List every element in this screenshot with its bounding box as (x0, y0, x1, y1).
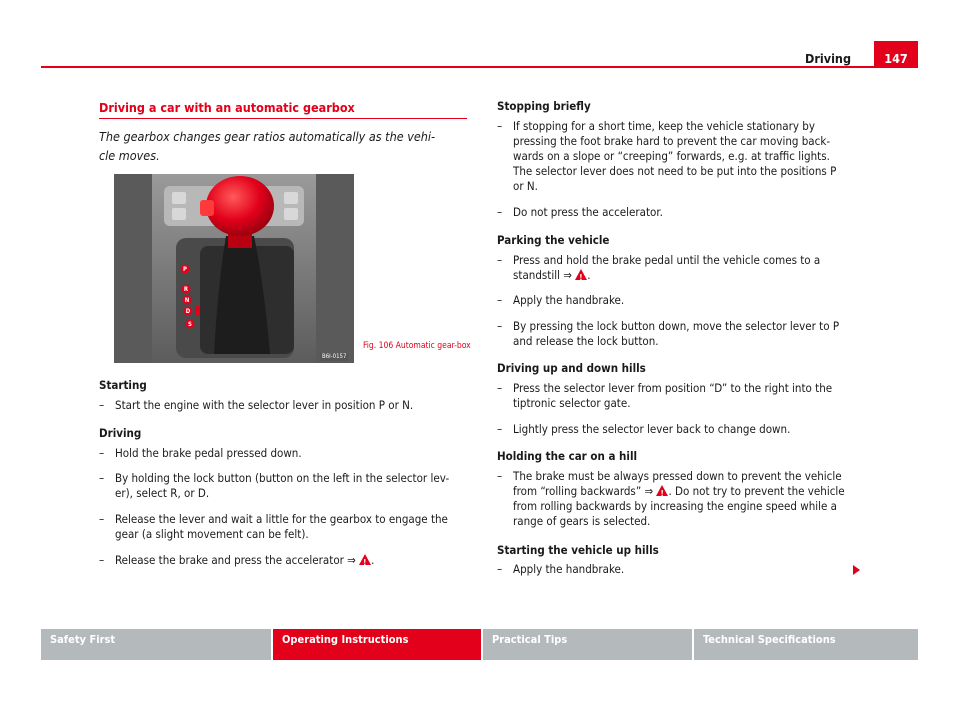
list-item-text: By holding the lock button (button on the left in the selector lev- (115, 471, 450, 485)
list-item-text: By pressing the lock button down, move the selector lever to P (513, 319, 840, 333)
heading-holding: Holding the car on a hill (497, 449, 638, 463)
bullet-dash: – (497, 562, 503, 576)
list-item: – Press and hold the brake pedal until the vehicle comes to a standstill ⇒ ! . (497, 253, 877, 283)
list-item-text: Hold the brake pedal pressed down. (115, 446, 302, 460)
bullet-dash: – (497, 381, 503, 395)
list-item-text: Press the selector lever from position “D” to the right into the (513, 381, 833, 395)
list-item-text: The selector lever does not need to be put into the positions P (513, 164, 837, 178)
list-item-text: Lightly press the selector lever back to change down. (513, 422, 791, 436)
heading-hills: Driving up and down hills (497, 361, 646, 375)
svg-text:S: S (188, 321, 192, 328)
list-item (99, 471, 479, 501)
bullet-dash: – (99, 471, 105, 485)
heading-stopping: Stopping briefly (497, 99, 591, 113)
list-item (497, 381, 877, 411)
bullet-dash: – (497, 293, 503, 307)
gear-selector-illustration (114, 174, 354, 363)
list-item-text: or N. (513, 179, 538, 193)
bullet-dash: – (497, 119, 503, 133)
page-number-box (874, 41, 918, 68)
list-item (497, 319, 877, 349)
list-item-text: standstill ⇒ (513, 268, 572, 282)
bullet-dash: – (99, 553, 105, 567)
list-item-text: Apply the handbrake. (513, 562, 625, 576)
list-item-text: range of gears is selected. (513, 514, 651, 528)
heading-driving: Driving (99, 426, 142, 440)
list-item-text: tiptronic selector gate. (513, 396, 631, 410)
list-item-text: Release the lever and wait a little for the gearbox to engage the (115, 512, 448, 526)
list-item-text: from rolling backwards by increasing the engine speed while a (513, 499, 838, 513)
footer-tab-safety-first[interactable]: Safety First (41, 629, 271, 660)
list-item-text: Release the brake and press the accelerator ⇒ (115, 553, 356, 567)
warning-triangle-icon[interactable] (359, 554, 371, 565)
bullet-dash: – (99, 446, 105, 460)
list-item (99, 398, 479, 413)
section-title-rule (99, 118, 467, 119)
list-item-text: pressing the foot brake hard to prevent the car moving back- (513, 134, 831, 148)
svg-text:N: N (184, 297, 190, 304)
list-item-text: Apply the handbrake. (513, 293, 625, 307)
warning-triangle-icon[interactable] (575, 269, 587, 280)
list-item-text: If stopping for a short time, keep the vehicle stationary by (513, 119, 815, 133)
intro-line: The gearbox changes gear ratios automatically as the vehi- (99, 129, 436, 144)
list-item-text: . Do not try to prevent the vehicle (668, 484, 845, 498)
bullet-dash: – (497, 422, 503, 436)
list-item-text: Start the engine with the selector lever in position P or N. (115, 398, 414, 412)
svg-text:P: P (183, 266, 187, 273)
list-item (99, 446, 479, 461)
section-title: Driving a car with an automatic gearbox (99, 100, 355, 115)
list-item-text: The brake must be always pressed down to prevent the vehicle (513, 469, 842, 483)
bullet-dash: – (497, 253, 503, 267)
list-item-text: from “rolling backwards” ⇒ (513, 484, 654, 498)
list-item (497, 422, 877, 437)
list-item-text: Do not press the accelerator. (513, 205, 663, 219)
list-item: – Release the brake and press the accelerator ⇒ ! . (99, 553, 479, 568)
heading-uphill: Starting the vehicle up hills (497, 543, 659, 557)
header-rule (41, 66, 918, 68)
bullet-dash: – (99, 398, 105, 412)
bullet-dash: – (497, 319, 503, 333)
svg-text:R: R (183, 286, 189, 293)
bullet-dash: – (497, 205, 503, 219)
footer-nav (41, 629, 918, 660)
figure-caption-text: Fig. 106 Automatic gear-box (363, 341, 471, 351)
bullet-dash: – (497, 469, 503, 483)
figure-code: B6I-0157 (322, 353, 347, 360)
svg-text:D: D (185, 308, 191, 315)
page-number: 147 (884, 51, 908, 66)
header-section-title: Driving (805, 51, 851, 66)
heading-parking: Parking the vehicle (497, 233, 610, 247)
continue-arrow-icon (853, 565, 860, 575)
list-item-text: Press and hold the brake pedal until the vehicle comes to a (513, 253, 821, 267)
list-item (497, 562, 877, 577)
footer-tab-technical-specifications[interactable]: Technical Specifications (694, 629, 918, 660)
warning-triangle-icon[interactable] (656, 485, 668, 496)
figure-caption (363, 341, 473, 352)
intro-text (99, 127, 467, 165)
footer-tab-practical-tips[interactable]: Practical Tips (483, 629, 692, 660)
list-item (99, 512, 479, 542)
list-item-text: and release the lock button. (513, 334, 659, 348)
list-item (497, 205, 877, 220)
list-item (497, 119, 877, 194)
intro-line: cle moves. (99, 148, 160, 163)
list-item-text: wards on a slope or “creeping” forwards, e.g. at traffic lights. (513, 149, 830, 163)
list-item-text: er), select R, or D. (115, 486, 210, 500)
footer-tab-operating-instructions[interactable]: Operating Instructions (273, 629, 481, 660)
bullet-dash: – (99, 512, 105, 526)
list-item-text: gear (a slight movement can be felt). (115, 527, 309, 541)
list-item (497, 293, 877, 308)
gear-selector-figure (114, 174, 354, 363)
list-item (497, 469, 877, 529)
heading-starting: Starting (99, 378, 147, 392)
